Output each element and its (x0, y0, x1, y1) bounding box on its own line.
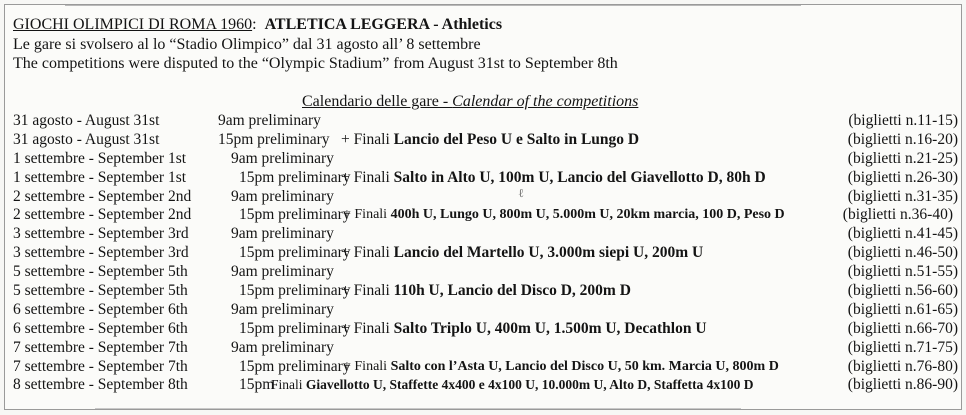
finals-events: Giavellotto U, Staffette 4x400 e 4x100 U, 10.000m U, Alto D, Staffetta 4x100 D (305, 377, 754, 393)
document-header (13, 15, 618, 73)
row-session: 9am preliminary (231, 263, 334, 281)
finals-label: + Finali (343, 207, 388, 223)
schedule-row (13, 358, 958, 377)
row-tickets: (biglietti n.66-70) (847, 319, 958, 337)
row-session: 9am preliminary (231, 300, 334, 318)
schedule-row (13, 188, 958, 207)
row-tickets: (biglietti n.46-50) (847, 244, 958, 262)
finals-events: Salto Triplo U, 400m U, 1.500m U, Decathlon U (393, 319, 707, 337)
schedule-row (13, 206, 958, 225)
row-date: 31 agosto - August 31st (13, 112, 160, 129)
schedule-row (13, 263, 958, 282)
document-page (4, 4, 962, 410)
row-date: 6 settembre - September 6th (13, 319, 188, 337)
title-line (13, 15, 618, 35)
row-date: 6 settembre - September 6th (13, 300, 188, 318)
schedule-row (13, 339, 958, 358)
schedule-row (13, 301, 958, 320)
schedule-row (13, 131, 958, 150)
row-tickets: (biglietti n.36-40) (842, 206, 953, 224)
row-date: 7 settembre - September 7th (13, 357, 188, 375)
bottom-rule (95, 408, 741, 409)
row-finals (341, 131, 639, 150)
row-tickets: (biglietti n.76-80) (847, 357, 958, 375)
row-tickets: (biglietti n.21-25) (847, 149, 958, 167)
row-tickets: (biglietti n.56-60) (847, 282, 958, 300)
games-title: GIOCHI OLIMPICI DI ROMA 1960 (13, 16, 253, 33)
finals-events: Lancio del Peso U e Salto in Lungo D (393, 130, 640, 148)
row-session: 9am preliminary (231, 338, 334, 356)
finals-label: + Finali (341, 130, 390, 148)
row-session: 9am preliminary (231, 187, 334, 205)
schedule-row (13, 169, 958, 188)
row-tickets: (biglietti n.31-35) (847, 187, 958, 205)
finals-events: 400h U, Lungo U, 800m U, 5.000m U, 20km marcia, 100 D, Peso D (390, 207, 785, 223)
row-tickets: (biglietti n.86-90) (847, 376, 958, 394)
finals-events: Salto con l’Asta U, Lancio del Disco U, 50 km. Marcia U, 800m D (390, 358, 779, 374)
finals-events: Lancio del Martello U, 3.000m siepi U, 200m U (393, 244, 704, 262)
calendar-heading-it: Calendario delle gare - (302, 93, 453, 110)
row-finals (343, 358, 779, 377)
row-finals (341, 282, 631, 301)
row-finals (271, 376, 754, 395)
row-session: 15pm preliminary (239, 282, 351, 300)
row-session: 9am preliminary (231, 225, 334, 243)
calendar-heading (302, 93, 638, 111)
sport-title: ATLETICA LEGGERA - Athletics (264, 16, 503, 33)
title-colon: : (252, 16, 265, 33)
row-finals (341, 169, 766, 188)
schedule-list (13, 112, 958, 395)
row-tickets: (biglietti n.16-20) (847, 130, 958, 148)
row-session: 15pm preliminary (239, 319, 351, 337)
intro-italian: Le gare si svolsero al lo “Stadio Olimpico” dal 31 agosto all’ 8 settembre (13, 36, 481, 53)
row-date: 1 settembre - September 1st (13, 168, 187, 186)
row-session: 15pm (239, 376, 275, 394)
row-tickets: (biglietti n.61-65) (847, 300, 958, 318)
row-finals (343, 206, 785, 225)
schedule-row (13, 282, 958, 301)
row-session: 9am preliminary (218, 112, 321, 129)
row-date: 2 settembre - September 2nd (13, 187, 192, 205)
schedule-row (13, 225, 958, 244)
row-date: 5 settembre - September 5th (13, 282, 188, 300)
row-tickets: (biglietti n.11-15) (848, 112, 958, 129)
row-tickets: (biglietti n.26-30) (847, 168, 958, 186)
row-date: 8 settembre - September 8th (13, 376, 188, 394)
row-date: 3 settembre - September 3rd (13, 225, 189, 243)
intro-english: The competitions were disputed to the “Olympic Stadium” from August 31st to September 8th (13, 55, 618, 72)
row-tickets: (biglietti n.41-45) (847, 225, 958, 243)
schedule-row (13, 150, 958, 169)
schedule-row (13, 112, 958, 131)
row-finals (341, 320, 707, 339)
finals-events: 110h U, Lancio del Disco D, 200m D (393, 282, 631, 300)
row-session: 15pm preliminary (239, 206, 351, 224)
calendar-heading-en: Calendar of the competitions (452, 93, 639, 110)
pen-mark: ℓ (518, 186, 524, 200)
finals-label: + Finali (341, 244, 390, 262)
row-date: 2 settembre - September 2nd (13, 206, 192, 224)
row-date: 7 settembre - September 7th (13, 338, 188, 356)
row-tickets: (biglietti n.51-55) (847, 263, 958, 281)
row-date: 1 settembre - September 1st (13, 149, 187, 167)
row-session: 15pm preliminary (239, 168, 351, 186)
finals-label: + Finali (341, 168, 390, 186)
finals-label: Finali (271, 377, 306, 393)
finals-events: Salto in Alto U, 100m U, Lancio del Giavellotto D, 80h D (393, 168, 766, 186)
finals-label: + Finali (341, 319, 390, 337)
finals-label: + Finali (341, 282, 390, 300)
row-session: 15pm preliminary (239, 244, 351, 262)
schedule-row (13, 244, 958, 263)
row-session: 15pm preliminary (239, 357, 351, 375)
row-finals (341, 244, 703, 263)
row-date: 3 settembre - September 3rd (13, 244, 189, 262)
row-session: 9am preliminary (231, 149, 334, 167)
row-session: 15pm preliminary (218, 130, 330, 148)
row-tickets: (biglietti n.71-75) (847, 338, 958, 356)
row-date: 31 agosto - August 31st (13, 130, 160, 148)
row-date: 5 settembre - September 5th (13, 263, 188, 281)
schedule-row (13, 376, 958, 395)
schedule-row (13, 320, 958, 339)
finals-label: + Finali (343, 358, 388, 374)
top-rule (65, 5, 801, 6)
